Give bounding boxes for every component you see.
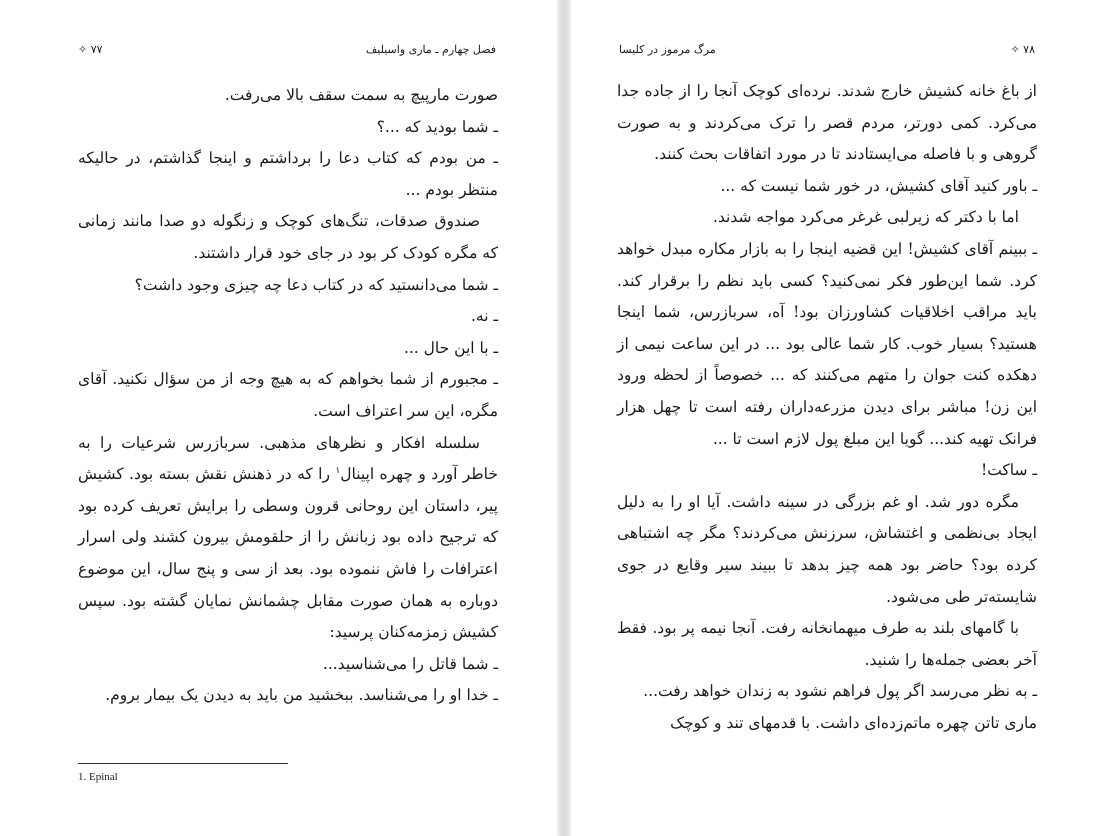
left-page-number: ۷۷ ✧ [78, 43, 103, 56]
right-page [571, 0, 1112, 836]
paragraph: از باغ خانه کشیش خارج شدند. نرده‌ای کوچک آنجا را از جاده جدا می‌کرد. کمی دورتر، مردم قصر را ترک می‌کردند و به صورت گروهی و با فاصله می‌ایستادند تا در مورد اتفاقات بحث کنند. [617, 82, 1037, 164]
footnote: 1. Epinal [78, 771, 118, 783]
paragraph: اما با دکتر که زیرلبی غرغر می‌کرد مواجه شدند. [712, 208, 1019, 227]
dialogue-line: ـ شما بودید که ...؟ [376, 117, 498, 136]
left-page-header [78, 40, 496, 60]
paragraph: مگره دور شد. او غم بزرگی در سینه داشت. آیا او را به دلیل ایجاد بی‌نظمی و اغتشاش، سرزنش می‌کردند؟ مگر چه اشتباهی کرده بود؟ حاضر بود همه چیز بدهد تا ببیند سیر وقایع در جوی شایسته‌تر طی می‌شود. [617, 492, 1037, 606]
dialogue-line: ـ ساکت! [980, 461, 1037, 480]
dialogue-line: ـ به نظر می‌رسد اگر پول فراهم نشود به زندان خواهد رفت... [643, 682, 1037, 701]
dialogue-line: ـ شما قاتل را می‌شناسید... [322, 654, 498, 673]
footnote-marker: ۱ [335, 465, 341, 476]
footnote-divider [78, 763, 288, 764]
right-page-number: ۷۸ ✧ [1010, 43, 1035, 56]
dialogue-line: ـ با این حال ... [403, 338, 498, 357]
dialogue-line: ـ مجبورم از شما بخواهم که به هیچ وجه از من سؤال نکنید. آقای مگره، این سر اعتراف است. [78, 370, 498, 420]
left-header-title: فصل چهارم ـ ماری واسیلیف [365, 43, 496, 56]
paragraph-text: سلسله افکار و نظرهای مذهبی. سربازرس شرعیات را به خاطر آورد و چهره اپینال [78, 433, 498, 484]
paragraph-text-continued: را که در ذهنش نقش بسته بود. کشیش پیر، داستان این روحانی قرون وسطی را برایش تعریف کرده بود که ترجیح داده بود زبانش را از حلقومش بیرون کشند ولی اسرار اعترافات را فاش ننموده بود. بعد از سی و پنج سال، این موضوع دوباره به همان صورت مقابل چشمانش نمایان گشته بود. سپس کشیش زمزمه‌کنان پرسید: [78, 465, 498, 642]
right-header-title: مرگ مرموز در کلیسا [619, 43, 716, 56]
dialogue-line: ـ خدا او را می‌شناسد. ببخشید من باید به دیدن یک بیمار بروم. [105, 686, 498, 705]
book-gutter [557, 0, 571, 836]
dialogue-line: ـ باور کنید آقای کشیش، در خور شما نیست که ... [720, 176, 1037, 195]
paragraph: با گامهای بلند به طرف میهمانخانه رفت. آنجا نیمه پر بود. فقط آخر بعضی جمله‌ها را شنید. [617, 619, 1037, 669]
dialogue-line: ـ شما می‌دانستید که در کتاب دعا چه چیزی وجود داشت؟ [134, 275, 498, 294]
left-page-body [78, 80, 498, 712]
paragraph: صورت مارپیچ به سمت سقف بالا می‌رفت. [224, 86, 498, 104]
paragraph: صندوق صدقات، تنگ‌های کوچک و زنگوله دو صدا مانند زمانی که مگره کودک کر بود در جای خود قرار داشتند. [78, 212, 498, 262]
right-page-header [619, 40, 1035, 60]
paragraph: ماری تاتن چهره ماتم‌زده‌ای داشت. با قدمهای تند و کوچک [670, 713, 1037, 732]
dialogue-line: ـ من بودم که کتاب دعا را برداشتم و اینجا گذاشتم، در حالیکه منتظر بودم ... [78, 149, 498, 199]
dialogue-line: ـ ببینم آقای کشیش! این قضیه اینجا را به بازار مکاره مبدل خواهد کرد. شما این‌طور فکر نمی‌کنید؟ کسی باید نظم را برقرار کند. باید مراقب اخلاقیات کشاورزان بود! آه، سربازرس، شما اینجا هستید؟ بسیار خوب. کار شما عالی بود ... در این ساعت نیمی از دهکده کنت جوان را متهم می‌کنند که ... خصوصاً از لحظه ورود این زن! مباشر برای دیدن مزرعه‌داران رفته است تا چهل هزار فرانک تهیه کند... گویا این مبلغ پول لازم است تا ... [617, 239, 1037, 448]
right-page-body [617, 76, 1037, 739]
paragraph-with-footnote [78, 428, 498, 649]
dialogue-line: ـ نه. [470, 307, 498, 326]
